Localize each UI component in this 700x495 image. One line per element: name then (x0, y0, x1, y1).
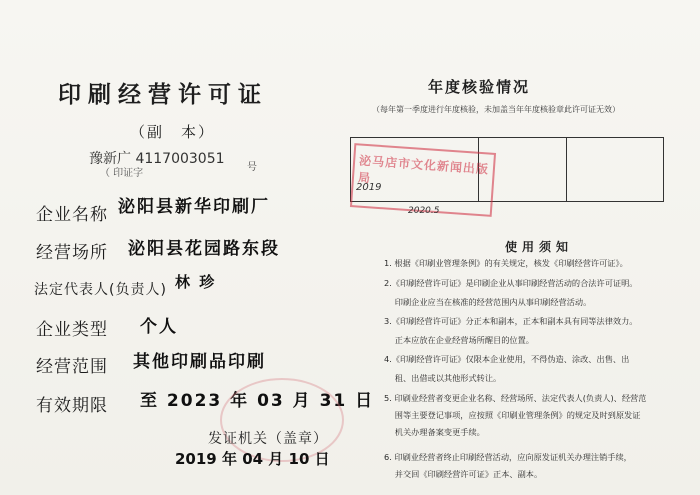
notice-rule: 4.《印刷经营许可证》仅限本企业使用，不得伪造、涂改、出售、出 (384, 354, 630, 364)
notice-rule: 围等主要登记事项，应按照《印刷业管理条例》的规定及时到原发证 (384, 410, 641, 420)
field-label-name: 企业名称 (36, 205, 108, 225)
notice-rule: 5. 印刷业经营者变更企业名称、经营场所、法定代表人(负责人)、经营范 (384, 393, 647, 403)
field-value-name: 泌阳县新华印刷厂 (118, 197, 270, 217)
notice-title: 使用须知 (505, 240, 574, 254)
field-value-address: 泌阳县花园路东段 (128, 239, 280, 259)
notice-rule: 6. 印刷业经营者终止印刷经营活动，应向原发证机关办理注销手续， (384, 452, 632, 462)
certificate-sub-label: （ 印证字 (100, 168, 144, 179)
certificate-number: 豫新广 4117003051 (89, 151, 225, 167)
document-title: 印刷经营许可证 (58, 81, 268, 108)
field-value-validity: 至 2023 年 03 月 31 日 (140, 391, 375, 411)
issuer-label: 发证机关（盖章） (208, 431, 328, 447)
field-value-type: 个人 (140, 317, 178, 337)
notice-rule: 正本应放在企业经营场所醒目的位置。 (384, 335, 534, 345)
notice-rule: 机关办理备案变更手续。 (384, 427, 485, 437)
notice-rule: 3.《印刷经营许可证》分正本和副本，正本和副本具有同等法律效力。 (384, 316, 638, 326)
field-value-representative: 林 珍 (175, 273, 217, 291)
review-cell-3 (566, 138, 662, 201)
field-value-scope: 其他印刷品印刷 (133, 352, 266, 372)
handwritten-date-2020: 2020.5 (408, 206, 440, 216)
annual-review-title: 年度核验情况 (428, 78, 531, 96)
field-label-representative: 法定代表人(负责人) (34, 282, 167, 298)
notice-rule: 2.《印刷经营许可证》是印刷企业从事印刷经营活动的合法许可证明。 (384, 278, 638, 288)
copy-type: （副 本） (130, 123, 216, 141)
notice-rule: 并交回《印刷经营许可证》正本、副本。 (384, 469, 543, 479)
notice-rule: 租、出借或以其他形式转让。 (384, 373, 502, 383)
notice-rule: 印刷企业应当在核准的经营范围内从事印刷经营活动。 (384, 297, 592, 307)
field-label-type: 企业类型 (36, 320, 108, 340)
annual-review-note: （每年第一季度进行年度核验，未加盖当年年度核验章此许可证无效） (372, 105, 620, 114)
field-label-scope: 经营范围 (36, 357, 108, 377)
issue-date: 2019 年 04 月 10 日 (175, 450, 330, 468)
field-label-address: 经营场所 (36, 243, 108, 263)
field-label-validity: 有效期限 (36, 396, 108, 416)
certificate-unit: 号 (247, 162, 257, 173)
handwritten-year-2019: 2019 (356, 182, 382, 193)
notice-rule: 1. 根据《印刷业管理条例》的有关规定，核发《印刷经营许可证》。 (384, 258, 628, 268)
stamp-text: 泌马店市文化新闻出版局 (357, 153, 490, 186)
